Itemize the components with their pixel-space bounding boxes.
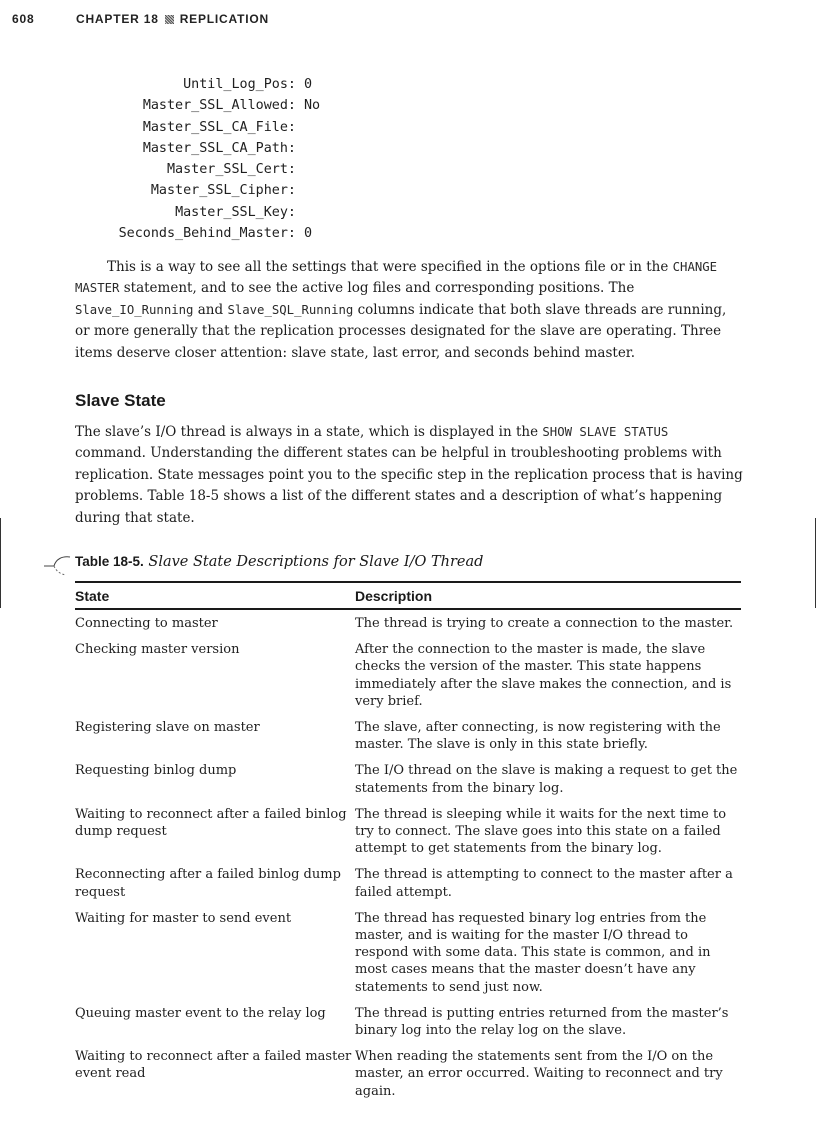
code-line: [96, 223, 320, 244]
code-line: [96, 117, 320, 138]
code-listing: [96, 74, 320, 244]
table-row: [75, 636, 741, 714]
chapter-separator-icon: [165, 15, 174, 24]
code-value: [296, 162, 304, 177]
slave-state-table: [75, 581, 741, 1104]
paragraph-text: and: [193, 301, 228, 318]
code-value: 0: [304, 226, 313, 242]
state-cell: Connecting to master: [75, 616, 218, 631]
code-value: No: [304, 98, 321, 114]
page-number: 608: [12, 12, 35, 26]
state-cell: Queuing master event to the relay log: [75, 1005, 326, 1021]
description-cell: The thread is attempting to connect to the master after a failed attempt.: [355, 867, 733, 900]
paragraph-text: This is a way to see all the settings that were specified in the options file or in the: [107, 259, 673, 275]
code-line: [96, 74, 320, 95]
code-line: [96, 138, 320, 159]
inline-code: Slave_IO_Running: [75, 302, 194, 317]
code-line: [96, 180, 320, 201]
state-cell: Checking master version: [75, 642, 240, 658]
table-row: [75, 609, 741, 636]
state-cell: Requesting binlog dump: [75, 763, 237, 779]
column-header-state: State: [75, 582, 355, 609]
state-cell: Waiting for master to send event: [75, 910, 292, 926]
inline-code: CHANGE MASTER: [75, 260, 718, 296]
table-caption-label: Table 18-5.: [75, 554, 144, 569]
code-key: Until_Log_Pos:: [183, 77, 296, 92]
code-key: Master_SSL_Key:: [175, 204, 296, 220]
code-value: [296, 141, 304, 156]
code-key: Master_SSL_Cert:: [167, 162, 296, 178]
crop-mark: [0, 518, 1, 608]
description-cell: After the connection to the master is made, the slave checks the version of the master. This state happens immediately after the slave makes the connection, and is very brief.: [355, 642, 732, 709]
paragraph-text: columns indicate that both slave threads are running, or more generally that the replication processes designated for the slave are operating. Three items deserve closer attention: slave state, last error, and seconds behind master.: [75, 301, 727, 361]
state-cell: Waiting to reconnect after a failed binlog dump request: [75, 806, 347, 840]
code-line: [96, 95, 320, 116]
column-header-description: Description: [355, 582, 741, 609]
section-label: REPLICATION: [179, 12, 269, 26]
code-key: Master_SSL_Allowed:: [142, 98, 296, 114]
table-caption-text: Slave State Descriptions for Slave I/O Thread: [148, 554, 484, 570]
paragraph-text: The slave’s I/O thread is always in a state, which is displayed in the: [75, 424, 543, 440]
paragraph-text: command. Understanding the different states can be helpful in troubleshooting problems with replication. State messages point you to the specific step in the replication process that is having problems. Table 18-5 shows a list of the different states and a description of what’s happening during that state.: [75, 445, 743, 526]
inline-code: Slave_SQL_Running: [227, 302, 354, 317]
description-cell: The thread is putting entries returned from the master’s binary log into the relay log on the slave.: [355, 1005, 729, 1039]
paragraph-slave-state: [75, 422, 743, 529]
section-heading: Slave State: [75, 391, 166, 410]
code-value: [296, 205, 304, 220]
table-row: [75, 801, 741, 862]
state-cell: Waiting to reconnect after a failed master event read: [75, 1049, 352, 1082]
description-cell: The thread has requested binary log entries from the master, and is waiting for the master I/O thread to respond with some data. This state is common, and in most cases means that the master doesn’t have any statements to send just now.: [355, 910, 711, 995]
state-cell: Reconnecting after a failed binlog dump request: [75, 867, 341, 900]
code-key: Master_SSL_CA_File:: [142, 119, 296, 135]
inline-code: SHOW SLAVE STATUS: [542, 425, 669, 439]
code-value: [296, 120, 304, 135]
description-cell: When reading the statements sent from the I/O on the master, an error occurred. Waiting to reconnect and try again.: [355, 1049, 723, 1099]
code-key: Master_SSL_CA_Path:: [142, 140, 296, 156]
code-key: Master_SSL_Cipher:: [150, 183, 296, 199]
code-line: [96, 159, 320, 180]
table-caption: [75, 554, 483, 570]
chapter-label: CHAPTER 18: [76, 12, 159, 26]
table-row: [75, 905, 741, 1000]
table-row: [75, 861, 741, 904]
table-row: [75, 714, 741, 757]
code-line: [96, 202, 320, 223]
margin-marker-icon: [44, 553, 76, 577]
table-row: [75, 1043, 741, 1104]
table-row: [75, 1000, 741, 1043]
code-value: [296, 183, 304, 198]
table-row: [75, 757, 741, 800]
paragraph-intro: [75, 257, 743, 364]
description-cell: The thread is sleeping while it waits for the next time to try to connect. The slave goes into this state on a failed attempt to get statements from the binary log.: [355, 806, 727, 857]
table-header-row: [75, 582, 741, 609]
code-key: Seconds_Behind_Master:: [118, 226, 296, 242]
description-cell: The I/O thread on the slave is making a request to get the statements from the binary log.: [355, 763, 738, 796]
paragraph-text: statement, and to see the active log files and corresponding positions. The: [119, 280, 635, 297]
description-cell: The thread is trying to create a connection to the master.: [355, 616, 734, 631]
table-body: [75, 609, 741, 1104]
code-value: 0: [304, 77, 313, 92]
chapter-title: [76, 12, 269, 26]
description-cell: The slave, after connecting, is now registering with the master. The slave is only in this state briefly.: [355, 720, 721, 753]
state-cell: Registering slave on master: [75, 720, 260, 736]
